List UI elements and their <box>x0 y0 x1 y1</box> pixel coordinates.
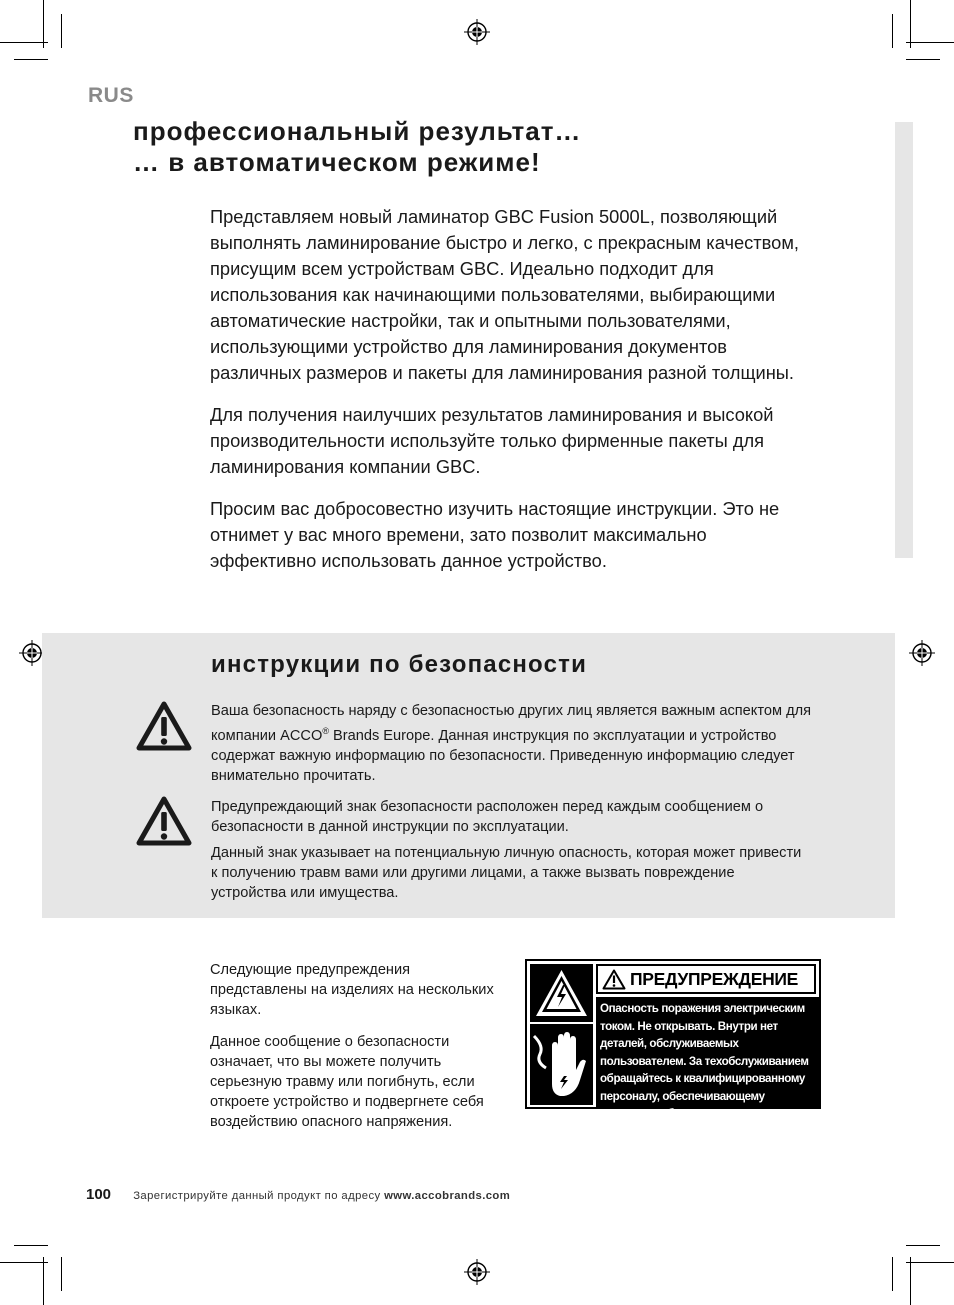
warning-triangle-icon <box>136 796 192 846</box>
intro-paragraph-2: Для получения наилучших результатов ламинирования и высокой производительности используйте только фирменные пакеты для ламинирования компании GBC. <box>210 404 774 477</box>
safety-item-1: Ваша безопасность наряду с безопасностью других лиц является важным аспектом для компании ACCO® Brands Europe. Данная инструкция по эксплуатации и устройство содержат важную информацию по безопасности. Приведенную информацию следует внимательно прочитать. <box>211 703 812 784</box>
footer-text: Зарегистрируйте данный продукт по адресу <box>133 1190 385 1202</box>
intro-paragraph-1: Представляем новый ламинатор GBC Fusion 5000L, позволяющий выполнять ламинирование быстро и легко, с прекрасным качеством, присущим всем устройствам GBC. Идеально подходит для использования как начинающими пользователями, выбирающими автоматические настройки, так и опытными пользователями, использующими устройство для ламинирования документов различных размеров и пакеты для ламинирования разной толщины. <box>210 206 799 383</box>
warning-label-text: Опасность поражения электрическим током. Не открывать. Внутри нет деталей, обслуживаемых пользователем. За техобслуживанием обращайтесь к квалифицированному персоналу, обеспечивающему сервисное обслуживание. <box>596 997 820 1107</box>
title-line-1: профессиональный результат… <box>133 116 582 146</box>
registration-mark-icon <box>909 640 935 666</box>
warning-label-heading: ПРЕДУПРЕЖДЕНИЕ <box>596 964 816 994</box>
electric-shock-icon-cell <box>530 964 593 1022</box>
page-number: 100 <box>86 1186 112 1203</box>
warning-triangle-icon <box>602 969 626 990</box>
labels-paragraph-1: Следующие предупреждения представлены на изделиях на нескольких языках. <box>210 962 494 1018</box>
safety-item-2-paragraph-1: Предупреждающий знак безопасности расположен перед каждым сообщением о безопасности в данной инструкции по эксплуатации. <box>211 799 764 835</box>
labels-paragraph-2: Данное сообщение о безопасности означает, что вы можете получить серьезную травму или погибнуть, если откроете устройство и подвергнете себя воздействию опасного напряжения. <box>210 1034 484 1130</box>
registration-mark-icon <box>464 1259 490 1285</box>
page-footer <box>86 1186 510 1203</box>
title-line-2: … в автоматическом режиме! <box>133 147 541 177</box>
footer-url[interactable]: www.accobrands.com <box>384 1190 511 1202</box>
safety-item-2-paragraph-2: Данный знак указывает на потенциальную личную опасность, которая может привести к получению травм вами или другими лицами, а также вызвать повреждение устройства или имущества. <box>211 845 802 901</box>
intro-paragraph-3: Просим вас добросовестно изучить настоящие инструкции. Это не отнимет у вас много времени, зато позволит максимально эффективно использовать данное устройство. <box>210 498 780 571</box>
warning-label <box>525 959 821 1120</box>
electric-shock-icon <box>530 964 593 1022</box>
safety-title: инструкции по безопасности <box>211 651 588 678</box>
warning-triangle-icon <box>136 701 192 751</box>
hand-shock-icon-cell <box>530 1024 593 1105</box>
intro-section <box>210 204 800 590</box>
language-code: RUS <box>88 84 134 107</box>
registration-mark-icon <box>464 19 490 45</box>
hand-shock-icon <box>530 1024 593 1105</box>
labels-description <box>210 960 505 1144</box>
page-title <box>133 116 581 178</box>
side-tab <box>895 122 913 558</box>
